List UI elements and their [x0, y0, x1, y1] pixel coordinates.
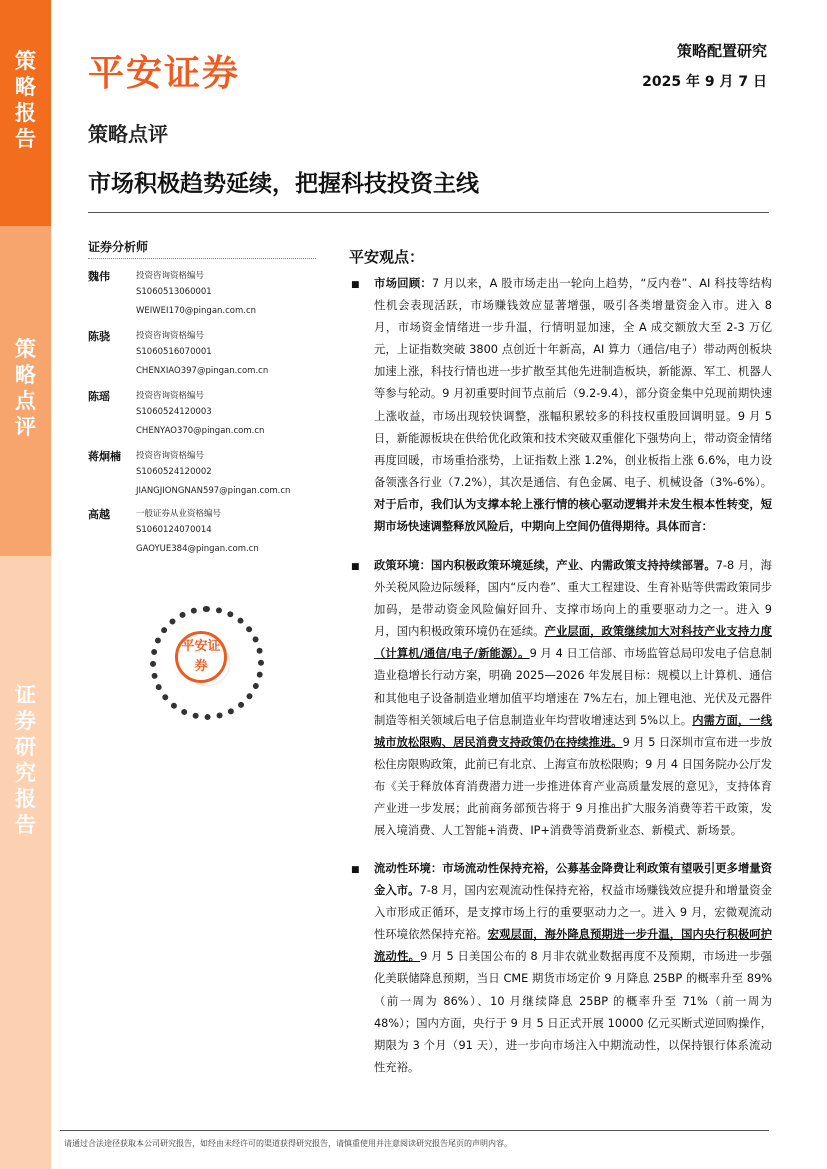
analyst-cert-label: 投资咨询资格编号 — [136, 331, 205, 341]
analyst-cert-number: S1060524120002 — [136, 467, 212, 477]
report-date: 2025 年 9 月 7 日 — [642, 74, 767, 90]
para-text: 7-8 月，海外关税风险边际缓释，国内“反内卷”、重大工程建设、生育补贴等供需政策同步加码，是带动资金风险偏好回升、支撑市场向上的重要驱动力之一。进入 9 月，国内积极政策环境仍在延续。 — [374, 559, 772, 639]
footer-divider — [60, 1130, 769, 1131]
analyst-cert-label: 一般证券从业资格编号 — [136, 509, 222, 519]
bullet-icon: ■ — [351, 562, 360, 572]
analyst-cert-label: 投资咨询资格编号 — [136, 451, 205, 461]
analyst-cert-number: S1060513060001 — [136, 287, 212, 297]
analyst-email[interactable]: CHENYAO370@pingan.com.cn — [136, 426, 265, 436]
paragraph-liquidity — [374, 858, 772, 1079]
paragraph-market-review — [374, 273, 772, 538]
footer-disclaimer: 请通过合法途径获取本公司研究报告，如经由未经许可的渠道获得研究报告，请慎重使用并注意阅读研究报告尾页的声明内容。 — [64, 1139, 512, 1148]
bullet-icon: ■ — [351, 280, 360, 290]
para-lead: 市场回顾： — [374, 277, 433, 290]
analyst-name: 蒋炯楠 — [88, 450, 121, 463]
report-subtitle: 策略点评 — [88, 122, 168, 146]
analyst-name: 高越 — [88, 508, 110, 521]
para-conclusion: 对于后市，我们认为支撑本轮上涨行情的核心驱动逻辑并未发生根本性转变，短期市场快速调整释放风险后，中期向上空间仍值得期待。具体而言： — [374, 497, 772, 534]
sidebar-label-report: 策 略 报 告 — [15, 49, 36, 151]
analyst-email[interactable]: GAOYUE384@pingan.com.cn — [136, 544, 259, 554]
para-lead: 政策环境：国内积极政策环境延续，产业、内需政策支持持续部署。 — [374, 559, 716, 572]
analyst-cert-label: 投资咨询资格编号 — [136, 391, 205, 401]
para-text: 9 月 4 日工信部、市场监管总局印发电子信息制造业稳增长行动方案，明确 2025—2026 年发展目标：规模以上计算机、通信和其他电子设备制造业增加值平均增速在 7%左右，加上锂电池、光伏及元器件制造等相关领域后电子信息制造业年均营收增速达到 5%以上。 — [374, 647, 773, 727]
analyst-heading: 证券分析师 — [88, 240, 149, 254]
para-text: 9 月 5 日深圳市宣布进一步放松住房限购政策，此前已有北京、上海宣布放松限购；9 月 4 日国务院办公厅发布《关于释放体育消费潜力进一步推进体育产业高质量发展的意见》，支持体育产业进一步发展；此前商务部预告将于 9 月推出扩大服务消费等若干政策，发展入境消费、人工智能+消费、IP+消费等消费新业态、新模式、新场景。 — [374, 735, 772, 838]
bullet-icon: ■ — [351, 865, 360, 875]
para-text: 7 月以来，A 股市场走出一轮向上趋势，“反内卷”、AI 科技等结构性机会表现活跃，市场赚钱效应显著增强，吸引各类增量资金入市。进入 8 月，市场资金情绪进一步升温，行情明显加速，全 A 成交额放大至 2-3 万亿元，上证指数突破 3800 点创近十年新高，AI 算力（通信/电子）带动两创板块加速上涨，科技行情也进一步扩散至其他先进制造板块，新能源、军工、机器人等参与轮动。9 月初重要时间节点前后（9.2-9.4），部分资金集中兑现前期快速上涨收益，市场出现较快调整，涨幅积累较多的科技权重股回调明显。9 月 5 日，新能源板块在供给优化政策和技术突破双重催化下强势向上，带动资金情绪再度回暖，市场重拾涨势，上证指数上涨 1.2%，创业板指上涨 6.6%，电力设备领涨各行业（7.2%），其次是通信、有色金属、电子、机械设备（3%-6%）。 — [374, 277, 772, 489]
sidebar-label-comment: 策 略 点 评 — [15, 337, 36, 439]
view-title: 平安观点： — [349, 248, 425, 266]
qr-logo: 平安证券 — [175, 631, 227, 683]
analyst-cert-label: 投资咨询资格编号 — [136, 271, 205, 281]
analyst-email[interactable]: JIANGJIONGNAN597@pingan.com.cn — [136, 486, 291, 496]
analyst-name: 陈骁 — [88, 330, 110, 343]
para-text: 7-8 月，国内宏观流动性保持充裕，权益市场赚钱效应提升和增量资金入市形成正循环，是支撑市场上行的重要驱动力之一。进入 9 月，宏微观流动性环境依然保持充裕。 — [374, 884, 772, 942]
analyst-divider — [88, 258, 316, 259]
para-highlight: 宏观层面，海外降息预期进一步升温，国内央行积极呵护流动性。 — [374, 928, 772, 964]
analyst-email[interactable]: CHENXIAO397@pingan.com.cn — [136, 366, 269, 376]
report-category: 策略配置研究 — [676, 42, 767, 60]
para-lead: 流动性环境：市场流动性保持充裕，公募基金降费让利政策有望吸引更多增量资金入市。 — [374, 862, 772, 898]
analyst-cert-number: S1060516070001 — [136, 347, 212, 357]
para-text: 9 月 5 日美国公布的 8 月非农就业数据再度不及预期，市场进一步强化美联储降息预期，当日 CME 期货市场定价 9 月降息 25BP 的概率升至 89%（前一周为 86%）、10 月继续降息 25BP 的概率升至 71%（前一周为 48%）；国内方面，央行于 9 月 5 日正式开展 10000 亿元买断式逆回购操作，期限为 3 个月（91 天），进一步向市场注入中期流动性，以保持银行体系流动性充裕。 — [374, 950, 772, 1074]
analyst-name: 陈瑶 — [88, 390, 110, 403]
sidebar-label-research: 证 券 研 究 报 告 — [15, 683, 36, 837]
para-highlight: 产业层面，政策继续加大对科技产业支持力度（计算机/通信/电子/新能源）。 — [374, 625, 772, 661]
header-meta — [642, 40, 767, 91]
analyst-cert-number: S1060524120003 — [136, 407, 212, 417]
paragraph-policy — [374, 555, 772, 842]
sidebar-band-bottom — [0, 556, 51, 1169]
analyst-email[interactable]: WEIWEI170@pingan.com.cn — [136, 306, 257, 316]
report-title: 市场积极趋势延续，把握科技投资主线 — [88, 171, 479, 197]
analyst-cert-number: S1060124070014 — [136, 525, 212, 535]
header-divider — [88, 212, 769, 213]
para-highlight: 内需方面，一线城市放松限购、居民消费支持政策仍在持续推进。 — [374, 713, 772, 749]
company-logo: 平安证券 — [88, 53, 241, 94]
analyst-name: 魏伟 — [88, 270, 110, 283]
